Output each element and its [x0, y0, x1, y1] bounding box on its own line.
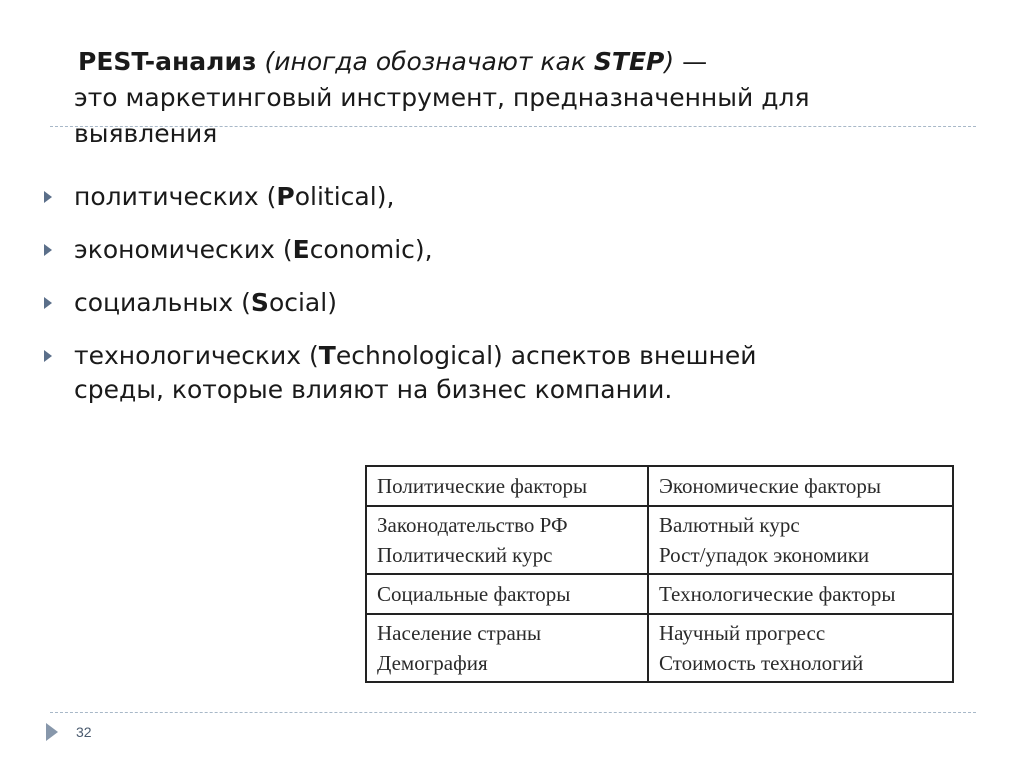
bullet-letter: P [276, 182, 295, 211]
intro-paragraph [74, 44, 974, 152]
bullet-social: социальных (Social) [40, 286, 940, 320]
bullet-political: политических (Political), [40, 180, 940, 214]
footer-arrow-icon [46, 723, 58, 741]
table-cell: Экономические факторы [648, 466, 953, 506]
table-row [366, 466, 953, 506]
table-cell: Политические факторы [366, 466, 648, 506]
bullet-arrow-icon [44, 297, 52, 309]
bullet-letter: E [292, 235, 310, 264]
bullet-arrow-icon [44, 350, 52, 362]
table-cell: Законодательство РФ Политический курс [366, 506, 648, 574]
bullet-economic: экономических (Economic), [40, 233, 940, 267]
intro-line-3: выявления [74, 119, 218, 148]
table-row [366, 614, 953, 682]
intro-dash: — [674, 47, 708, 76]
intro-aside-bold: STEP [593, 47, 665, 76]
intro-term: PEST-анализ [78, 47, 257, 76]
bullet-technological: технологических (Technological) аспектов внешней среды, которые влияют на бизнес компании. [40, 339, 940, 407]
table-row [366, 574, 953, 614]
pest-factors-table [365, 465, 954, 683]
factor-bullet-list [40, 180, 940, 426]
table-row [366, 506, 953, 574]
page-number: 32 [76, 724, 92, 740]
bullet-arrow-icon [44, 244, 52, 256]
intro-line-1 [74, 44, 974, 80]
bottom-divider [50, 712, 976, 713]
intro-line-2: это маркетинговый инструмент, предназначенный для [74, 83, 810, 112]
bullet-letter: T [318, 341, 336, 370]
table-cell: Технологические факторы [648, 574, 953, 614]
table-cell: Население страны Демография [366, 614, 648, 682]
intro-aside: (иногда обозначают как STEP) [264, 47, 675, 76]
table-cell: Научный прогресс Стоимость технологий [648, 614, 953, 682]
table-cell: Социальные факторы [366, 574, 648, 614]
bullet-arrow-icon [44, 191, 52, 203]
bullet-letter: S [250, 288, 269, 317]
table-cell: Валютный курс Рост/упадок экономики [648, 506, 953, 574]
